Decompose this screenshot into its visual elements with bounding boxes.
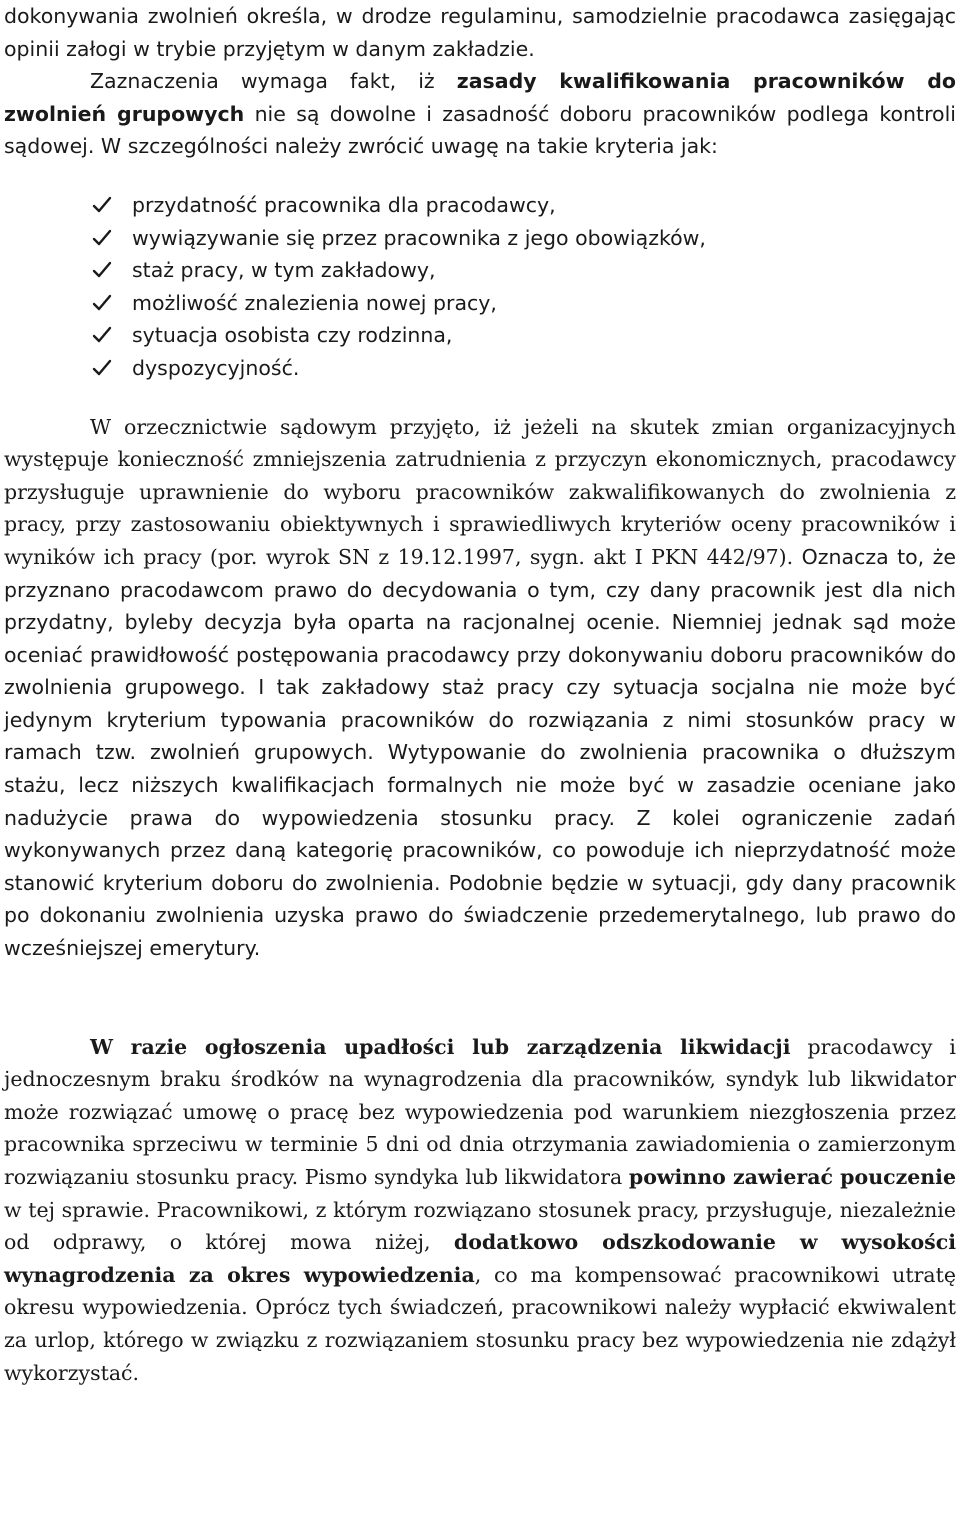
spacer: [4, 385, 956, 411]
list-item-text: dyspozycyjność.: [132, 355, 300, 380]
list-item: [92, 287, 956, 320]
check-icon: [92, 326, 112, 344]
check-icon: [92, 359, 112, 377]
list-item: [92, 352, 956, 385]
paragraph-criteria-intro: [4, 65, 956, 163]
text-run: Zaznaczenia wymaga fakt, iż: [90, 69, 457, 94]
bold-phrase: zasady kwalifikowania pracowników do zwolnień grupowych: [4, 69, 956, 126]
spacer: [4, 965, 956, 1031]
bold-phrase: W razie ogłoszenia upadłości lub zarządzenia likwidacji: [90, 1034, 791, 1059]
list-item-text: staż pracy, w tym zakładowy,: [132, 258, 436, 283]
text-run: W orzecznictwie sądowym przyjęto, iż jeżeli na skutek zmian organizacyjnych występuje konieczność zmniejszenia zatrudnienia z przyczyn ekonomicznych, pracodawcy przysługuje uprawnienie do wyboru pracowników zakwalifikowanych do zwolnienia z pracy, przy zastosowaniu obiektywnych i sprawiedliwych kryteriów oceny pracowników i wyników ich pracy (por. wyrok SN z 19.12.1997, sygn. akt I PKN 442/97).: [4, 414, 956, 569]
list-item: [92, 254, 956, 287]
text-run: Oznacza to, że przyznano pracodawcom prawo do decydowania o tym, czy dany pracownik jest dla nich przydatny, byleby decyzja była oparta na racjonalnej ocenie. Niemniej jednak sąd może oceniać prawidłowość postępowania pracodawcy przy dokonywaniu doboru pracowników do zwolnienia grupowego. I tak zakładowy staż pracy czy sytuacja socjalna nie może być jedynym kryterium typowania pracowników do rozwiązania z nimi stosunków pracy w ramach tzw. zwolnień grupowych. Wytypowanie do zwolnienia pracownika o dłuższym stażu, lecz niższych kwalifikacjach formalnych nie może być w zasadzie oceniane jako nadużycie prawa do wypowiedzenia stosunku pracy. Z kolei ograniczenie zadań wykonywanych przez daną kategorię pracowników, co powoduje ich nieprzydatność może stanowić kryterium doboru do zwolnienia. Podobnie będzie w sytuacji, gdy dany pracownik po dokonaniu zwolnienia uzyska prawo do świadczenie przedemerytalnego, lub prawo do wcześniejszej emerytury.: [4, 544, 956, 961]
list-item: [92, 222, 956, 255]
text-run: W szczególności należy zwrócić uwagę na takie kryteria jak:: [94, 134, 718, 159]
list-item-text: sytuacja osobista czy rodzinna,: [132, 323, 453, 348]
text-run: pracodawcy i jednoczesnym braku środków na wynagrodzenia dla pracowników, syndyk lub likwidator może rozwiązać umowę o pracę bez wypowiedzenia pod warunkiem niezgłoszenia przez pracownika sprzeciwu w terminie 5 dni od dnia otrzymania zawiadomienia o zamierzonym rozwiązaniu stosunku pracy. Pismo syndyka lub likwidatora: [4, 1034, 956, 1189]
list-item: [92, 319, 956, 352]
criteria-list: [4, 189, 956, 385]
spacer: [4, 163, 956, 189]
list-item-text: przydatność pracownika dla pracodawcy,: [132, 192, 556, 217]
paragraph-intro: [4, 0, 956, 65]
check-icon: [92, 196, 112, 214]
text-run: , co ma kompensować pracownikowi utratę okresu wypowiedzenia. Oprócz tych świadczeń, pracownikowi należy wypłacić ekwiwalent za urlop, którego w związku z rozwiązaniem stosunku pracy bez wypowiedzenia nie zdążył wykorzystać.: [4, 1262, 956, 1385]
list-item: [92, 189, 956, 222]
intro-line: dokonywania zwolnień określa, w drodze regulaminu, samodzielnie pracodawca zasięgając opinii załogi w trybie przyjętym w danym zakładzie.: [4, 4, 956, 61]
check-icon: [92, 261, 112, 279]
paragraph-bankruptcy: [4, 1031, 956, 1390]
text-run: nie są dowolne i zasadność doboru pracowników podlega kontroli sądowej.: [4, 101, 956, 159]
paragraph-case-law: [4, 411, 956, 965]
check-icon: [92, 229, 112, 247]
bold-phrase: powinno zawierać pouczenie: [628, 1165, 956, 1189]
list-item-text: możliwość znalezienia nowej pracy,: [132, 290, 497, 315]
document-page: [4, 0, 956, 1389]
bold-phrase: dodatkowo odszkodowanie w wysokości wynagrodzenia za okres wypowiedzenia: [4, 1230, 956, 1287]
list-item-text: wywiązywanie się przez pracownika z jego obowiązków,: [132, 225, 706, 250]
text-run: w tej sprawie. Pracownikowi, z którym rozwiązano stosunek pracy, przysługuje, niezależnie od odprawy, o której mowa niżej,: [4, 1197, 956, 1255]
check-icon: [92, 294, 112, 312]
